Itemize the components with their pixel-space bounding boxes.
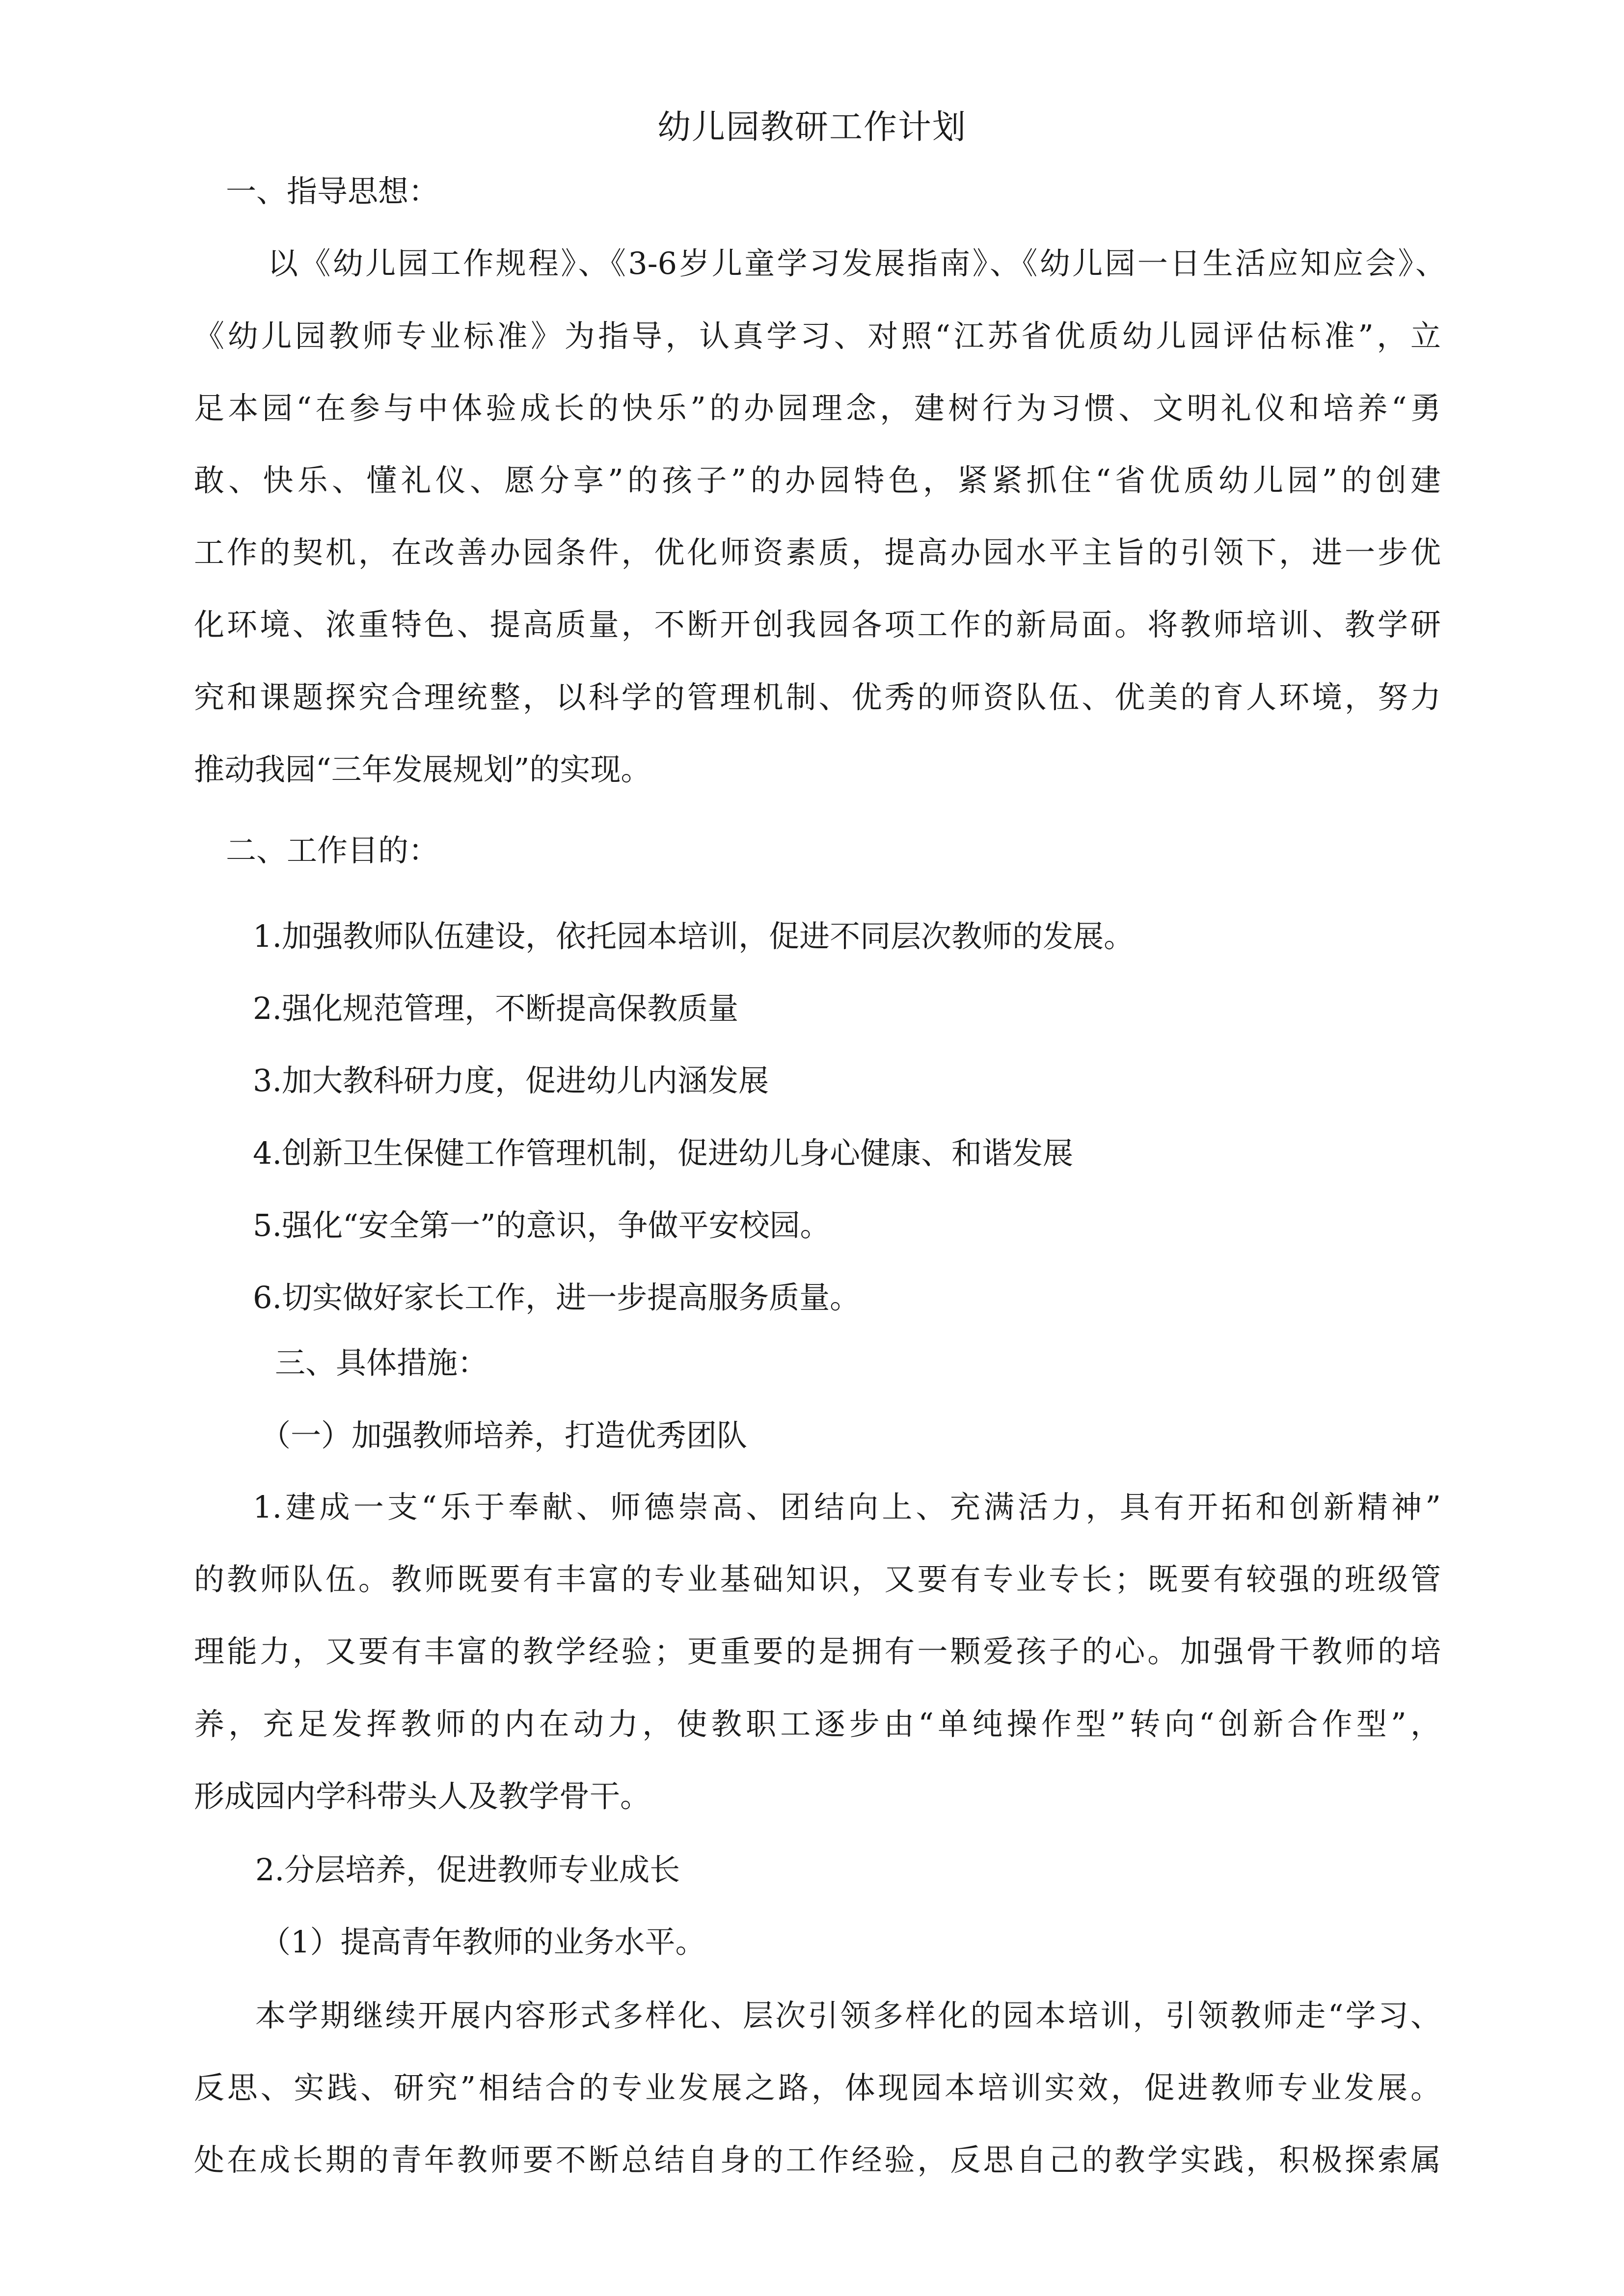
section3-para1-line: 养，充足发挥教师的内在动力，使教职工逐步由“单纯操作型”转向“创新合作型”， <box>194 1706 1441 1742</box>
section1-line: 工作的契机，在改善办园条件，优化师资素质，提高办园水平主旨的引领下，进一步优 <box>194 534 1441 570</box>
section1-line: 化环境、浓重特色、提高质量，不断开创我园各项工作的新局面。将教师培训、教学研 <box>194 607 1441 642</box>
section3-para1-line: 的教师队伍。教师既要有丰富的专业基础知识，又要有专业专长；既要有较强的班级管 <box>194 1561 1441 1597</box>
section3-para1-line: 理能力，又要有丰富的教学经验；更重要的是拥有一颗爱孩子的心。加强骨干教师的培 <box>194 1633 1441 1669</box>
section3-point2: 2.分层培养，促进教师专业成长 <box>255 1852 680 1888</box>
section1-line: 以《幼儿园工作规程》、《3-6岁儿童学习发展指南》、《幼儿园一日生活应知应会》、 <box>268 245 1446 281</box>
section3-sub1-heading: （一）加强教师培养，打造优秀团队 <box>260 1417 748 1453</box>
section3-para1-line: 1.建成一支“乐于奉献、师德崇高、团结向上、充满活力，具有开拓和创新精神” <box>253 1489 1441 1525</box>
section3-heading: 三、具体措施： <box>275 1345 488 1381</box>
section1-line: 敢、快乐、懂礼仪、愿分享”的孩子”的办园特色，紧紧抓住“省优质幼儿园”的创建 <box>194 462 1441 498</box>
section2-item: 5.强化“安全第一”的意识，争做平安校园。 <box>253 1207 831 1243</box>
section1-heading: 一、指导思想： <box>226 173 439 209</box>
section1-line: 究和课题探究合理统整，以科学的管理机制、优秀的师资队伍、优美的育人环境，努力 <box>194 679 1441 715</box>
section3-para1-line: 形成园内学科带头人及教学骨干。 <box>194 1778 651 1814</box>
section1-line: 《幼儿园教师专业标准》为指导，认真学习、对照“江苏省优质幼儿园评估标准”，立 <box>194 318 1441 354</box>
section2-item: 6.切实做好家长工作，进一步提高服务质量。 <box>253 1280 861 1315</box>
document-title: 幼儿园教研工作计划 <box>657 108 967 147</box>
section3-para2-line: 反思、实践、研究”相结合的专业发展之路，体现园本培训实效，促进教师专业发展。 <box>194 2070 1441 2106</box>
section2-item: 3.加大教科研力度，促进幼儿内涵发展 <box>253 1063 769 1098</box>
section1-line: 推动我园“三年发展规划”的实现。 <box>194 751 651 787</box>
section1-line: 足本园“在参与中体验成长的快乐”的办园理念，建树行为习惯、文明礼仪和培养“勇 <box>194 390 1441 426</box>
section3-para2-line: 处在成长期的青年教师要不断总结自身的工作经验，反思自己的教学实践，积极探索属 <box>194 2142 1441 2178</box>
section2-heading: 二、工作目的： <box>226 832 439 868</box>
section2-item: 4.创新卫生保健工作管理机制，促进幼儿身心健康、和谐发展 <box>253 1135 1074 1171</box>
section3-para2-line: 本学期继续开展内容形式多样化、层次引领多样化的园本培训，引领教师走“学习、 <box>255 1998 1441 2033</box>
section2-item: 1.加强教师队伍建设，依托园本培训，促进不同层次教师的发展。 <box>253 918 1135 954</box>
section3-point2-1: （1）提高青年教师的业务水平。 <box>260 1924 706 1960</box>
section2-item: 2.强化规范管理，不断提高保教质量 <box>253 990 739 1026</box>
